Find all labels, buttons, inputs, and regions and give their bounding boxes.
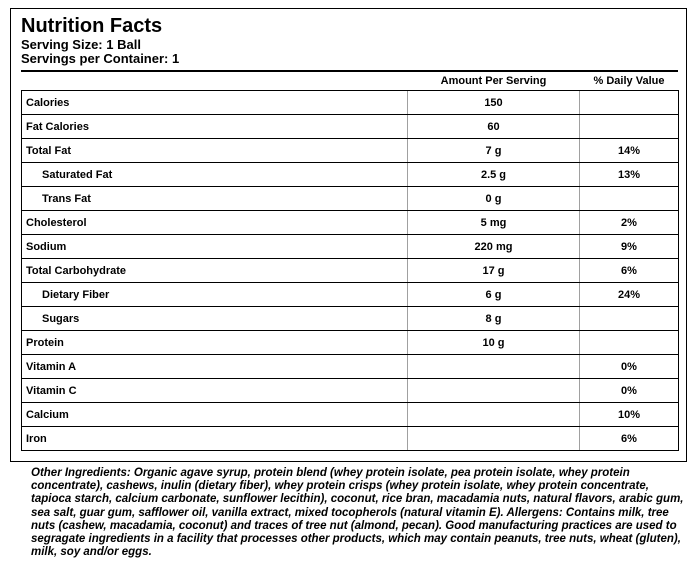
table-row — [22, 91, 679, 115]
nutrient-amount: 5 mg — [408, 211, 580, 235]
nutrient-name: Fat Calories — [22, 115, 408, 139]
table-row — [22, 379, 679, 403]
serving-size: Serving Size: 1 Ball — [21, 37, 141, 52]
nutrient-name: Cholesterol — [22, 211, 408, 235]
nutrient-amount — [408, 427, 580, 451]
table-row — [22, 187, 679, 211]
table-header-row — [22, 72, 679, 91]
nutrient-name: Total Fat — [22, 139, 408, 163]
nutrient-daily-value: 6% — [580, 427, 679, 451]
ingredients-text: Other Ingredients: Organic agave syrup, protein blend (whey protein isolate, pea protein isolate, whey protein concentrate), cashews, inulin (dietary fiber), whey protein crisps (whey protein isolate, whey protein concentrate, tapioca starch, calcium carbonate, sunflower lecithin), coconut, rice bran, macadamia nuts, natural flavors, arabic gum, sea salt, guar gum, safflower oil, vanilla extract, mixed tocopherols (natural vitamin E). Allergens: Contains milk, tree nuts (cashew, macadamia, coconut) and traces of tree nut (almond, pecan). Good manufacturing practices are used to segragate ingredients in a facility that processes other products, which may contain peanuts, tree nuts, wheat (gluten), milk, soy and/or eggs. — [31, 467, 684, 559]
table-row — [22, 163, 679, 187]
nutrition-table — [21, 72, 679, 451]
nutrient-name: Sodium — [22, 235, 408, 259]
nutrient-daily-value: 10% — [580, 403, 679, 427]
table-row — [22, 355, 679, 379]
nutrient-amount: 0 g — [408, 187, 580, 211]
nutrient-daily-value — [580, 91, 679, 115]
table-row — [22, 403, 679, 427]
nutrient-name: Calcium — [22, 403, 408, 427]
nutrient-amount — [408, 403, 580, 427]
nutrient-name: Sugars — [22, 307, 408, 331]
nutrient-daily-value: 0% — [580, 379, 679, 403]
nutrient-amount: 8 g — [408, 307, 580, 331]
nutrient-column-header — [22, 72, 408, 91]
nutrition-facts-title: Nutrition Facts — [21, 15, 163, 37]
table-row — [22, 235, 679, 259]
amount-column-header: Amount Per Serving — [408, 72, 580, 91]
nutrient-amount: 10 g — [408, 331, 580, 355]
nutrient-amount: 150 — [408, 91, 580, 115]
nutrient-amount: 2.5 g — [408, 163, 580, 187]
nutrient-name: Protein — [22, 331, 408, 355]
nutrition-facts-panel — [10, 8, 687, 462]
nutrient-name: Dietary Fiber — [22, 283, 408, 307]
nutrient-daily-value: 6% — [580, 259, 679, 283]
nutrient-name: Total Carbohydrate — [22, 259, 408, 283]
nutrient-name: Vitamin A — [22, 355, 408, 379]
table-row — [22, 115, 679, 139]
nutrient-amount — [408, 379, 580, 403]
nutrient-amount: 7 g — [408, 139, 580, 163]
nutrient-daily-value: 13% — [580, 163, 679, 187]
nutrient-name: Saturated Fat — [22, 163, 408, 187]
nutrient-daily-value — [580, 331, 679, 355]
nutrient-amount: 60 — [408, 115, 580, 139]
nutrient-amount: 220 mg — [408, 235, 580, 259]
table-row — [22, 211, 679, 235]
daily-value-column-header: % Daily Value — [580, 72, 679, 91]
nutrient-daily-value: 9% — [580, 235, 679, 259]
table-row — [22, 331, 679, 355]
nutrient-name: Vitamin C — [22, 379, 408, 403]
table-row — [22, 427, 679, 451]
nutrient-daily-value: 24% — [580, 283, 679, 307]
nutrient-daily-value — [580, 187, 679, 211]
nutrient-daily-value: 14% — [580, 139, 679, 163]
table-row — [22, 259, 679, 283]
table-row — [22, 283, 679, 307]
nutrient-name: Calories — [22, 91, 408, 115]
servings-per-container: Servings per Container: 1 — [21, 51, 180, 66]
nutrient-name: Iron — [22, 427, 408, 451]
nutrient-daily-value: 0% — [580, 355, 679, 379]
nutrient-daily-value: 2% — [580, 211, 679, 235]
nutrient-name: Trans Fat — [22, 187, 408, 211]
nutrient-daily-value — [580, 307, 679, 331]
nutrient-amount: 17 g — [408, 259, 580, 283]
nutrient-amount: 6 g — [408, 283, 580, 307]
table-row — [22, 139, 679, 163]
table-row — [22, 307, 679, 331]
nutrient-amount — [408, 355, 580, 379]
nutrient-daily-value — [580, 115, 679, 139]
